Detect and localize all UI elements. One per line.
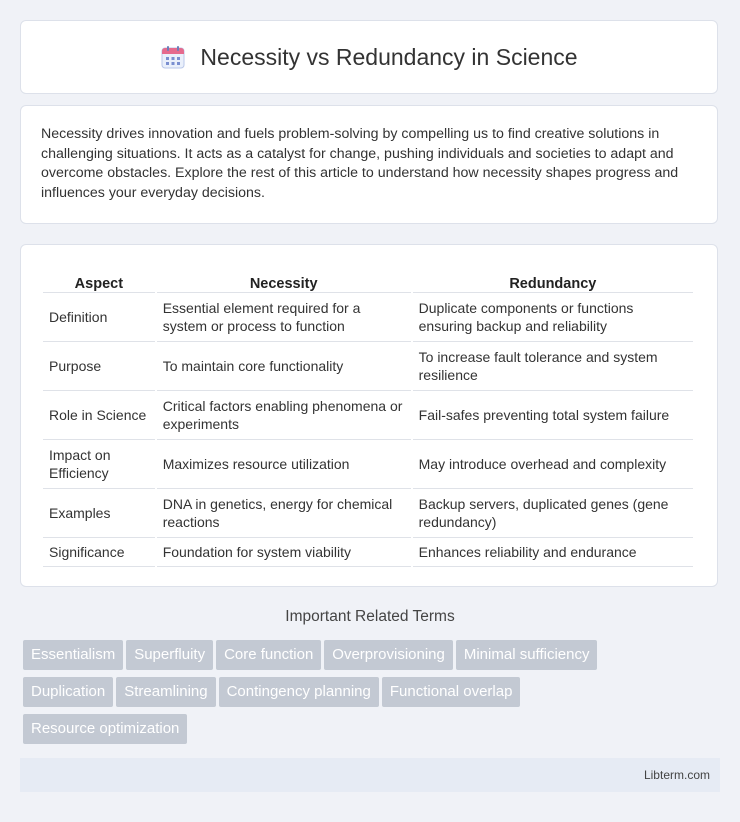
- calendar-icon: [160, 44, 186, 70]
- table-row: [43, 488, 693, 537]
- column-header-necessity: Necessity: [249, 276, 318, 292]
- comparison-table: [41, 265, 695, 567]
- column-header-aspect: Aspect: [74, 276, 124, 292]
- intro-card: [20, 105, 718, 224]
- table-cell: Critical factors enabling phenomena or experiments: [157, 390, 411, 439]
- related-term-tag[interactable]: Superfluity: [126, 640, 213, 670]
- footer: [20, 758, 720, 792]
- table-cell: Role in Science: [43, 390, 155, 439]
- table-cell: Backup servers, duplicated genes (gene redundancy): [413, 488, 693, 537]
- table-row: [43, 537, 693, 567]
- table-cell: Maximizes resource utilization: [157, 439, 411, 488]
- table-header-row: [43, 265, 693, 292]
- related-term-tag[interactable]: Minimal sufficiency: [456, 640, 598, 670]
- related-term-tag[interactable]: Functional overlap: [382, 677, 521, 707]
- related-terms-list: [23, 640, 723, 751]
- related-term-tag[interactable]: Resource optimization: [23, 714, 187, 744]
- footer-site-link[interactable]: Libterm.com: [643, 768, 710, 782]
- table-cell: Definition: [43, 292, 155, 341]
- table-cell: Significance: [43, 537, 155, 567]
- table-row: [43, 341, 693, 390]
- table-cell: Duplicate components or functions ensuring backup and reliability: [413, 292, 693, 341]
- table-cell: May introduce overhead and complexity: [413, 439, 693, 488]
- related-terms-title: Important Related Terms: [285, 608, 455, 625]
- related-term-tag[interactable]: Core function: [216, 640, 321, 670]
- table-cell: Fail-safes preventing total system failure: [413, 390, 693, 439]
- related-term-tag[interactable]: Overprovisioning: [324, 640, 453, 670]
- related-term-tag[interactable]: Duplication: [23, 677, 113, 707]
- table-row: [43, 439, 693, 488]
- table-cell: DNA in genetics, energy for chemical reactions: [157, 488, 411, 537]
- table-cell: Foundation for system viability: [157, 537, 411, 567]
- page-title: Necessity vs Redundancy in Science: [200, 43, 578, 70]
- column-header-redundancy: Redundancy: [509, 276, 597, 292]
- table-cell: Impact on Efficiency: [43, 439, 155, 488]
- header-card: [20, 20, 718, 94]
- table-cell: Examples: [43, 488, 155, 537]
- table-cell: Enhances reliability and endurance: [413, 537, 693, 567]
- table-cell: To increase fault tolerance and system resilience: [413, 341, 693, 390]
- table-row: [43, 292, 693, 341]
- related-term-tag[interactable]: Essentialism: [23, 640, 123, 670]
- table-cell: Purpose: [43, 341, 155, 390]
- related-term-tag[interactable]: Contingency planning: [219, 677, 379, 707]
- intro-text: Necessity drives innovation and fuels problem-solving by compelling us to find creative solutions in challenging situations. It acts as a catalyst for change, pushing individuals and societies to adapt and overcome obstacles. Explore the rest of this article to understand how necessity shapes progress and influences your everyday decisions.: [41, 126, 679, 201]
- table-cell: To maintain core functionality: [157, 341, 411, 390]
- comparison-table-card: [20, 244, 718, 587]
- table-row: [43, 390, 693, 439]
- table-cell: Essential element required for a system or process to function: [157, 292, 411, 341]
- related-term-tag[interactable]: Streamlining: [116, 677, 215, 707]
